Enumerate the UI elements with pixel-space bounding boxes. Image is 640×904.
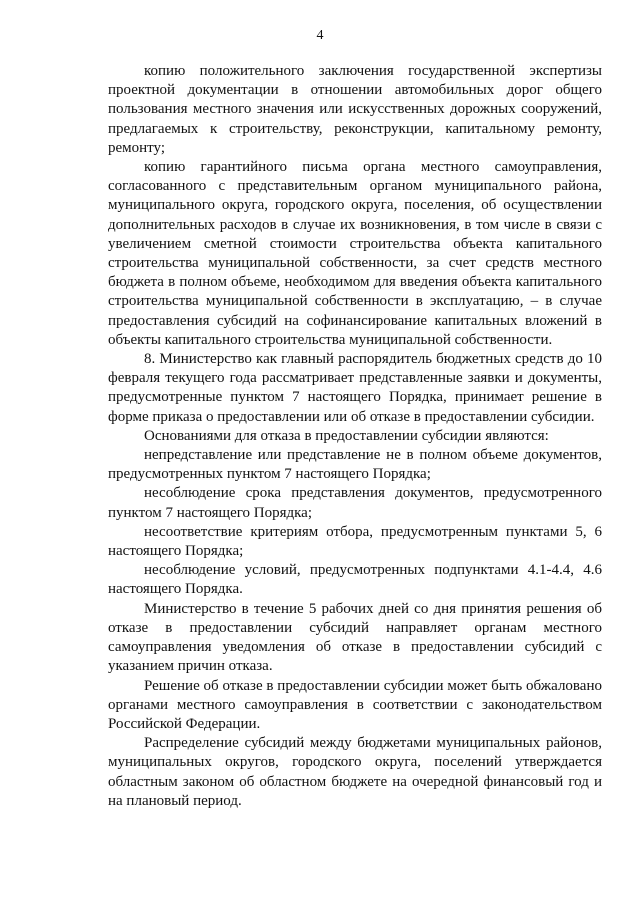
paragraph-refusal-grounds: Основаниями для отказа в предоставлении субсидии являются: (144, 427, 549, 444)
paragraph-ground-conditions: несоблюдение условий, предусмотренных подпунктами 4.1-4.4, 4.6 настоящего Порядка. (108, 562, 602, 598)
paragraph-expertise-copy: копию положительного заключения государственной экспертизы проектной документации в отношении автомобильных дорог общего пользования местного значения или искусственных дорожных сооружений, предлагаемых к строительству, реконструкции, капитальному ремонту, ремонту; (108, 63, 602, 156)
paragraph-ground-criteria: несоответствие критериям отбора, предусмотренным пунктами 5, 6 настоящего Порядка; (108, 523, 602, 560)
paragraph-appeal: Решение об отказе в предоставлении субсидии может быть обжаловано органами местного самоуправления в соответствии с законодательством Российской Федерации. (108, 677, 602, 732)
paragraph-ground-documents: непредставление или представление не в полном объеме документов, предусмотренных пунктом 7 настоящего Порядка; (108, 447, 602, 483)
paragraph-guarantee-letter: копию гарантийного письма органа местного самоуправления, согласованного с представительным органом муниципального района, муниципального округа, городского округа, поселения, об осуществлении дополнительных расходов в случае их возникновения, в том числе в связи с увеличением сметной стоимости строительства объекта капитального строительства муниципальной собственности, за счет средств местного бюджета в полном объеме, необходимом для введения объекта капитального строительства муниципальной собственности в эксплуатацию, – в случае предоставления субсидий на софинансирование капитальных вложений в объекты капитального строительства муниципальной собственности. (108, 159, 602, 348)
paragraph-distribution: Распределение субсидий между бюджетами муниципальных районов, муниципальных округов, городского округа, поселений утверждается областным законом об областном бюджете на очередной финансовый год и на плановый период. (108, 735, 602, 809)
document-body (108, 62, 602, 811)
page-number: 4 (316, 28, 324, 43)
paragraph-ground-deadline: несоблюдение срока представления документов, предусмотренного пунктом 7 настоящего Порядка; (108, 485, 602, 521)
paragraph-item-8: 8. Министерство как главный распорядитель бюджетных средств до 10 февраля текущего года рассматривает представленные заявки и документы, предусмотренные пунктом 7 настоящего Порядка, принимает решение в форме приказа о предоставлении или об отказе в предоставлении субсидии. (108, 351, 602, 425)
paragraph-refusal-notice: Министерство в течение 5 рабочих дней со дня принятия решения об отказе в предоставлении субсидий направляет органам местного самоуправления уведомления об отказе в предоставлении субсидий с указанием причин отказа. (108, 600, 602, 675)
